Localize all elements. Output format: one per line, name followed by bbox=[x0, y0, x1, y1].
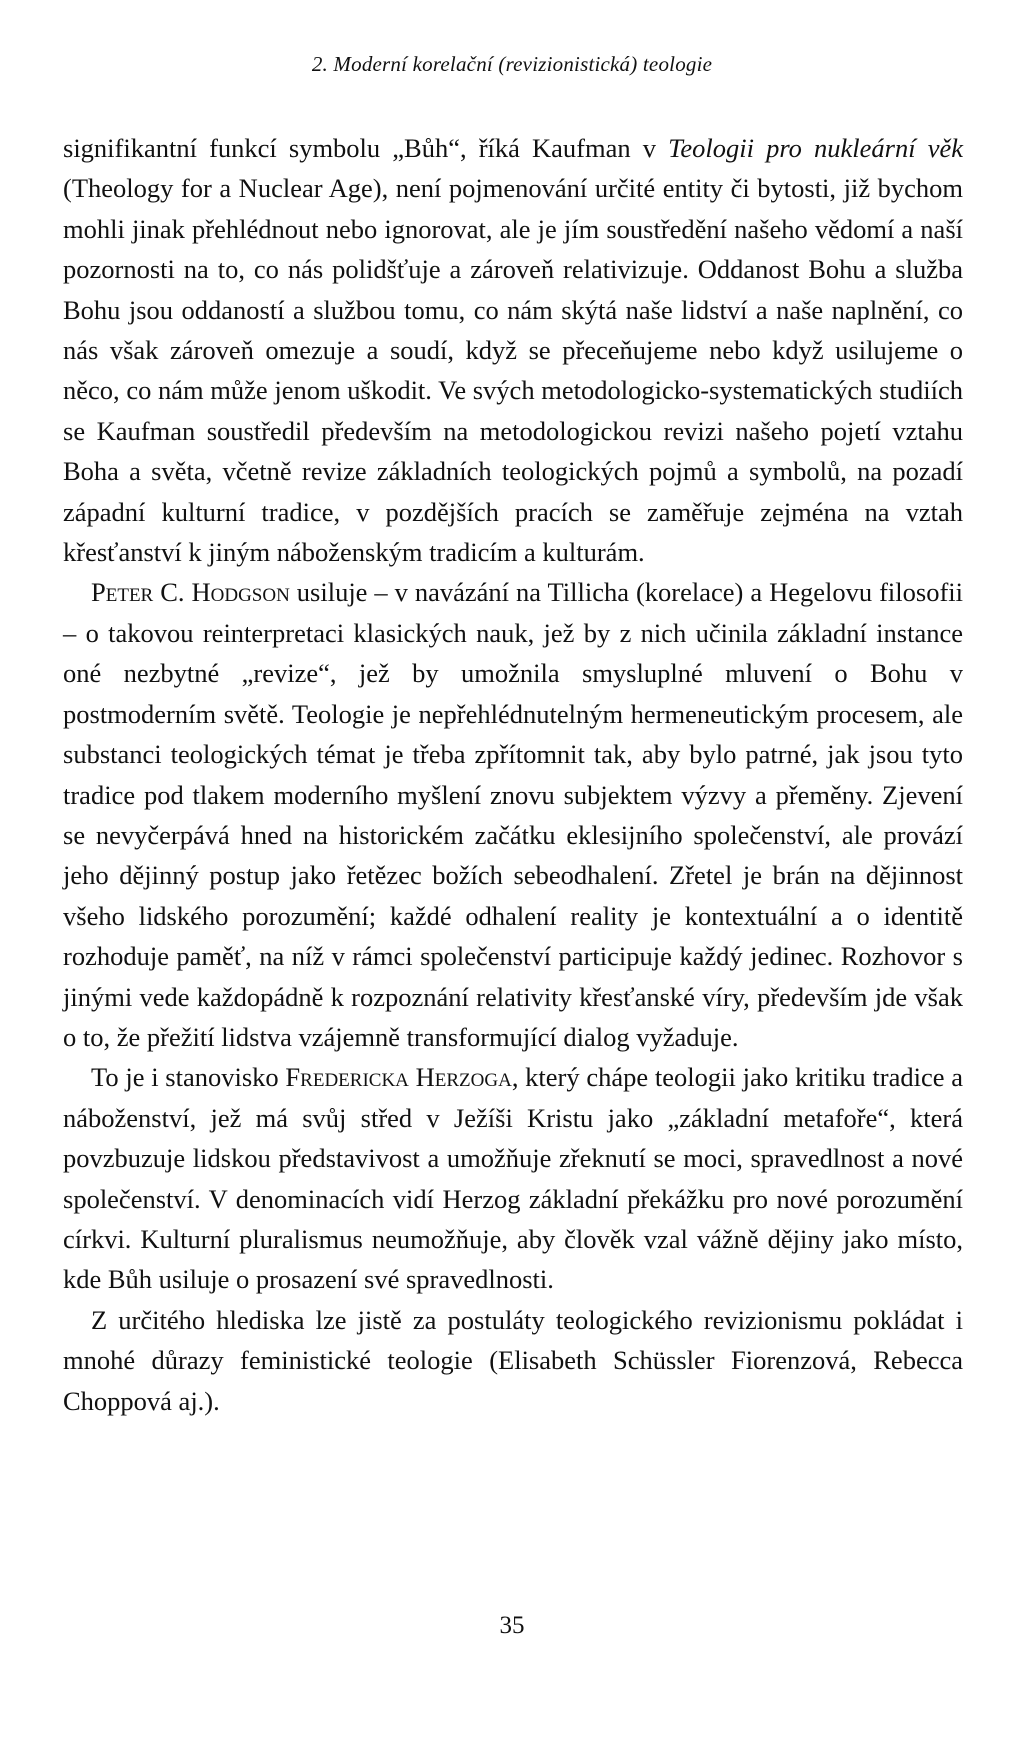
paragraph-3-text-a: To je i stanovisko bbox=[91, 1062, 286, 1093]
paragraph-3 bbox=[63, 1057, 963, 1299]
paragraph-1-text-a: signifikantní funkcí symbolu „Bůh“, říká Kaufman v bbox=[63, 133, 669, 163]
paragraph-2-text: usiluje – v navázání na Tillicha (korelace) a Hegelovu filosofii – o takovou reinterpretaci klasických nauk, jež by z nich učinila základní instance oné nezbytné „revize“, jež by umožnila smysluplné mluvení o Bohu v postmoderním světě. Teologie je nepřehlédnutelným hermeneutickým procesem, ale substanci teologických témat je třeba zpřítomnit tak, aby bylo patrné, jak jsou tyto tradice pod tlakem moderního myšlení znovu subjektem výzvy a přeměny. Zjevení se nevyčerpává hned na historickém začátku eklesijního společenství, ale provází jeho dějinný postup jako řetězec božích sebeodhalení. Zřetel je brán na dějinnost všeho lidského porozumění; každé odhalení reality je kontextuální a o identitě rozhoduje paměť, na níž v rámci společenství participuje každý jedinec. Rozhovor s jinými vede každopádně k rozpoznání relativity křesťanské víry, především jde však o to, že přežití lidstva vzájemně transformující dialog vyžaduje. bbox=[63, 577, 963, 1052]
paragraph-4 bbox=[63, 1300, 963, 1421]
paragraph-4-text: Z určitého hlediska lze jistě za postuláty teologického revizionismu pokládat i mnohé důrazy feministické teologie (Elisabeth Schüssler Fiorenzová, Rebecca Choppová aj.). bbox=[63, 1304, 963, 1416]
paragraph-1-text-b: (Theology for a Nuclear Age), není pojmenování určité entity či bytosti, již bychom mohli jinak přehlédnout nebo ignorovat, ale je jím soustředění našeho vědomí a naší pozornosti na to, co nás polidšťuje a zároveň relativizuje. Oddanost Bohu a služba Bohu jsou oddaností a službou tomu, co nám skýtá naše lidství a naše naplnění, co nás však zároveň omezuje a soudí, když se přeceňujeme nebo když usilujeme o něco, co nám může jenom uškodit. Ve svých metodologicko-systematických studiích se Kaufman soustředil především na metodologickou revizi našeho pojetí vztahu Boha a světa, včetně revize základních teologických pojmů a symbolů, na pozadí západní kulturní tradice, v pozdějších pracích se zaměřuje zejména na vztah křesťanství k jiným náboženským tradicím a kulturám. bbox=[63, 173, 963, 568]
paragraph-2 bbox=[63, 572, 963, 1057]
body-text bbox=[63, 128, 963, 1421]
book-title: Teologii pro nukleární věk bbox=[668, 133, 963, 163]
author-name-hodgson: Peter C. Hodgson bbox=[91, 577, 290, 608]
paragraph-1 bbox=[63, 128, 963, 572]
paragraph-3-text-b: , který chápe teologii jako kritiku tradice a náboženství, jež má svůj střed v Ježíši Kristu jako „základní metafoře“, která povzbuzuje lidskou představivost a umožňuje zřeknutí se moci, spravedlnost a nové společenství. V denominacích vidí Herzog základní překážku pro nové porozumění církvi. Kulturní pluralismus neumožňuje, aby člověk vzal vážně dějiny jako místo, kde Bůh usiluje o prosazení své spravedlnosti. bbox=[63, 1062, 963, 1295]
running-head: 2. Moderní korelační (revizionistická) teologie bbox=[311, 52, 713, 76]
page-number: 35 bbox=[499, 1612, 525, 1639]
author-name-herzog: Fredericka Herzoga bbox=[285, 1062, 512, 1093]
